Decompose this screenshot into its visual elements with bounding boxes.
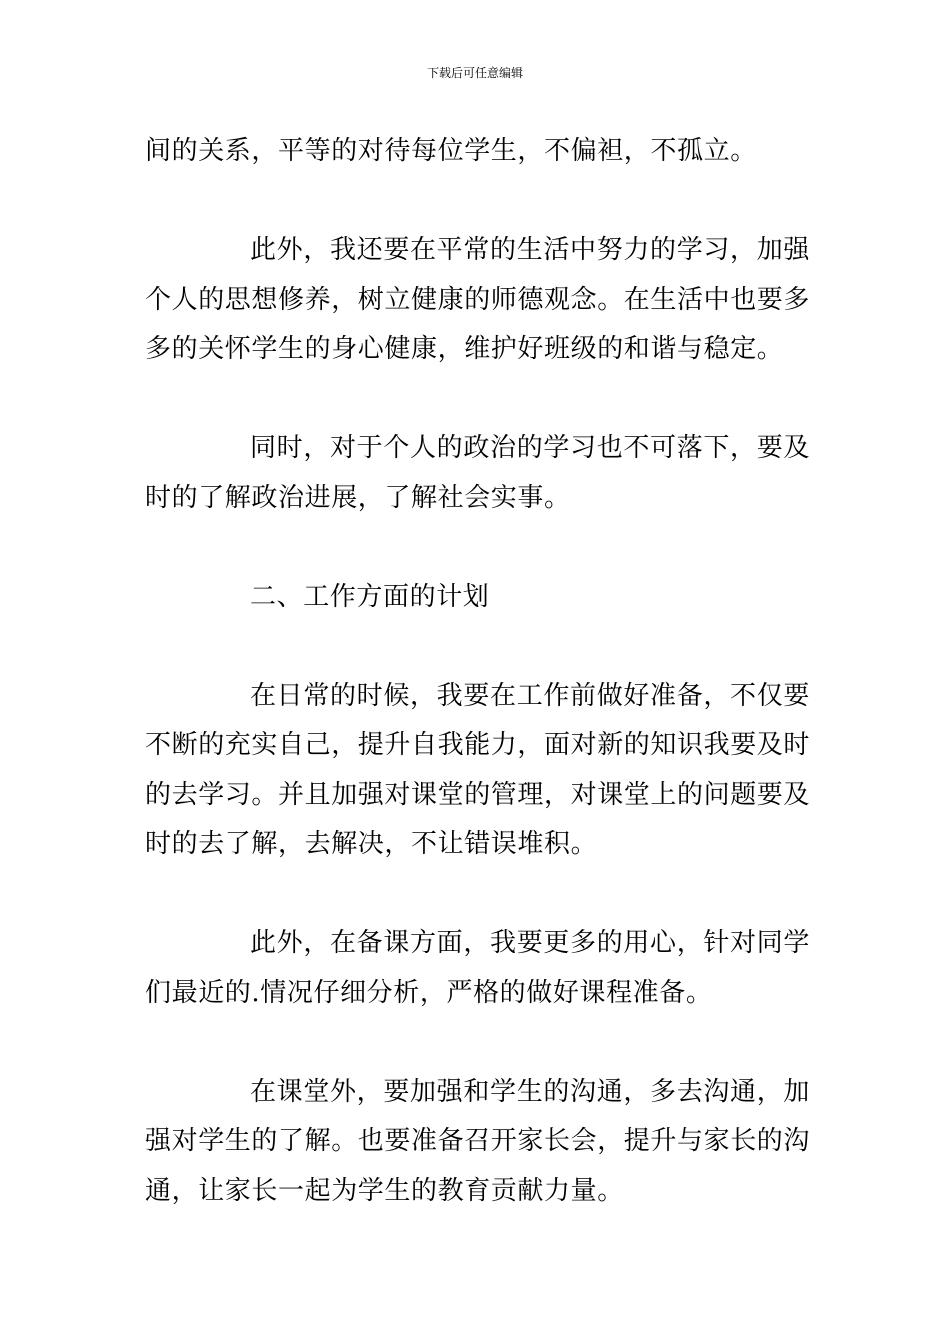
paragraph-study-ethics: 此外，我还要在平常的生活中努力的学习，加强个人的思想修养，树立健康的师德观念。在生活中也要多多的关怀学生的身心健康，维护好班级的和谐与稳定。 [145,235,811,364]
document-body [145,127,810,1216]
page-header: 下载后可任意编辑 [426,66,523,80]
paragraph-communication: 在课堂外，要加强和学生的沟通，多去沟通，加强对学生的了解。也要准备召开家长会，提升与家长的沟通，让家长一起为学生的教育贡献力量。 [145,1076,811,1206]
paragraph-daily-preparation: 在日常的时候，我要在工作前做好准备，不仅要不断的充实自己，提升自我能力，面对新的知识我要及时的去学习。并且加强对课堂的管理，对课堂上的问题要及时的去了解，去解决，不让错误堆积。 [145,680,811,859]
paragraph-political-study: 同时，对于个人的政治的学习也不可落下，要及时的了解政治进展，了解社会实事。 [145,433,810,513]
section-heading-work-plan: 二、工作方面的计划 [250,581,490,612]
paragraph-continuation: 间的关系，平等的对待每位学生，不偏袒，不孤立。 [145,136,757,166]
paragraph-lesson-prep: 此外，在备课方面，我要更多的用心，针对同学们最近的.情况仔细分析，严格的做好课程准备。 [145,928,810,1008]
